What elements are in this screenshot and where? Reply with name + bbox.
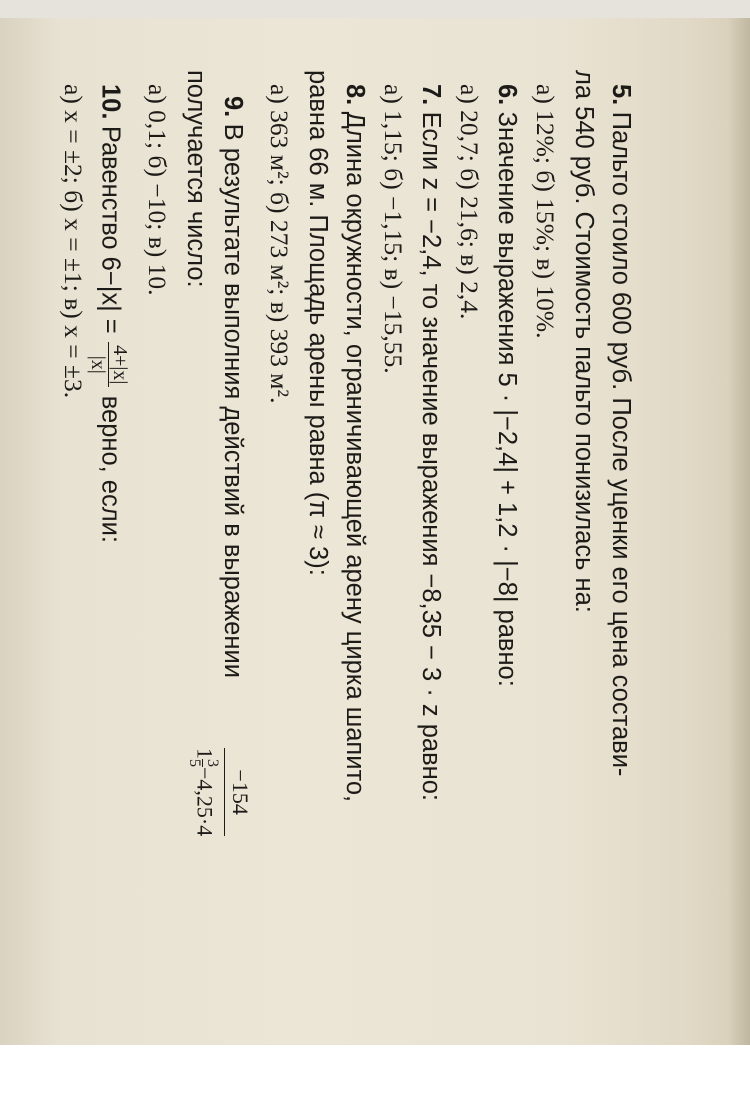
problem-10-number: 10. — [96, 84, 125, 120]
spacer — [252, 70, 260, 970]
problem-7-number: 7. — [417, 84, 445, 106]
problem-9-fraction-rest: −4,25·4 — [192, 767, 218, 837]
problem-6-number: 6. — [493, 84, 521, 106]
problem-10-fraction — [87, 342, 130, 387]
problem-9-line-2: получается число: — [182, 70, 210, 288]
rotated-text-block — [59, 70, 640, 970]
problem-9-mixed-numerator: 3 — [203, 759, 221, 767]
problem-8-text: Длина окружности, ограничивающей арену цирка шапито, — [341, 111, 369, 803]
problem-9-number: 9. — [219, 96, 247, 118]
problem-10-fraction-denominator: |x| — [87, 355, 109, 374]
problem-7 — [412, 70, 450, 970]
problem-10-text-before: Равенство 6−|x| = — [96, 125, 125, 334]
problem-5-line-1 — [602, 70, 640, 970]
problem-8-line-2: равна 66 м. Площадь арены равна (π ≈ 3): — [304, 70, 332, 576]
problem-9-text: В результате выполния действий в выражении — [219, 123, 247, 678]
problem-5-options: а) 12%; б) 15%; в) 10%. — [531, 84, 560, 339]
problem-6-text: Значение выражения 5 · |−2,4| + 1,2 · |−8| равно: — [493, 111, 521, 687]
problem-8-line-1 — [336, 70, 374, 970]
bottom-margin — [0, 1045, 750, 1093]
problem-7-options: а) 1,15; б) −1,15; в) −15,55. — [379, 84, 408, 374]
problem-6-options: а) 20,7; б) 21,6; в) 2,4. — [455, 84, 484, 320]
problem-9-mixed-denominator: 5 — [186, 759, 204, 767]
problem-9-mixed-whole: 1 — [192, 748, 218, 759]
problem-8-options: а) 363 м²; б) 273 м²; в) 393 м². — [265, 84, 294, 404]
problem-9-options: а) 0,1; б) −10; в) 10. — [143, 84, 172, 296]
spacer — [130, 70, 138, 970]
problem-5-line-2: ла 540 руб. Стоимость пальто понизилась на: — [570, 70, 598, 613]
problem-7-text: Если z = −2,4, то значение выражения −8,35 − 3 · z равно: — [417, 111, 445, 801]
problem-10-fraction-numerator: 4+|x| — [108, 342, 130, 387]
problem-10-text-after: верно, если: — [96, 395, 125, 543]
problem-5-number: 5. — [607, 84, 635, 106]
problem-6 — [488, 70, 526, 970]
problem-5-text: Пальто стоило 600 руб. После уценки его цена состави- — [607, 111, 635, 777]
problem-9-fraction-numerator: −154 — [224, 748, 252, 836]
problem-8-number: 8. — [341, 84, 369, 106]
page-edge-shadow — [728, 18, 750, 1045]
problem-10 — [87, 70, 131, 970]
top-bar — [0, 0, 750, 18]
problem-10-options: а) x = ±2; б) x = ±1; в) x = ±3. — [59, 84, 88, 399]
